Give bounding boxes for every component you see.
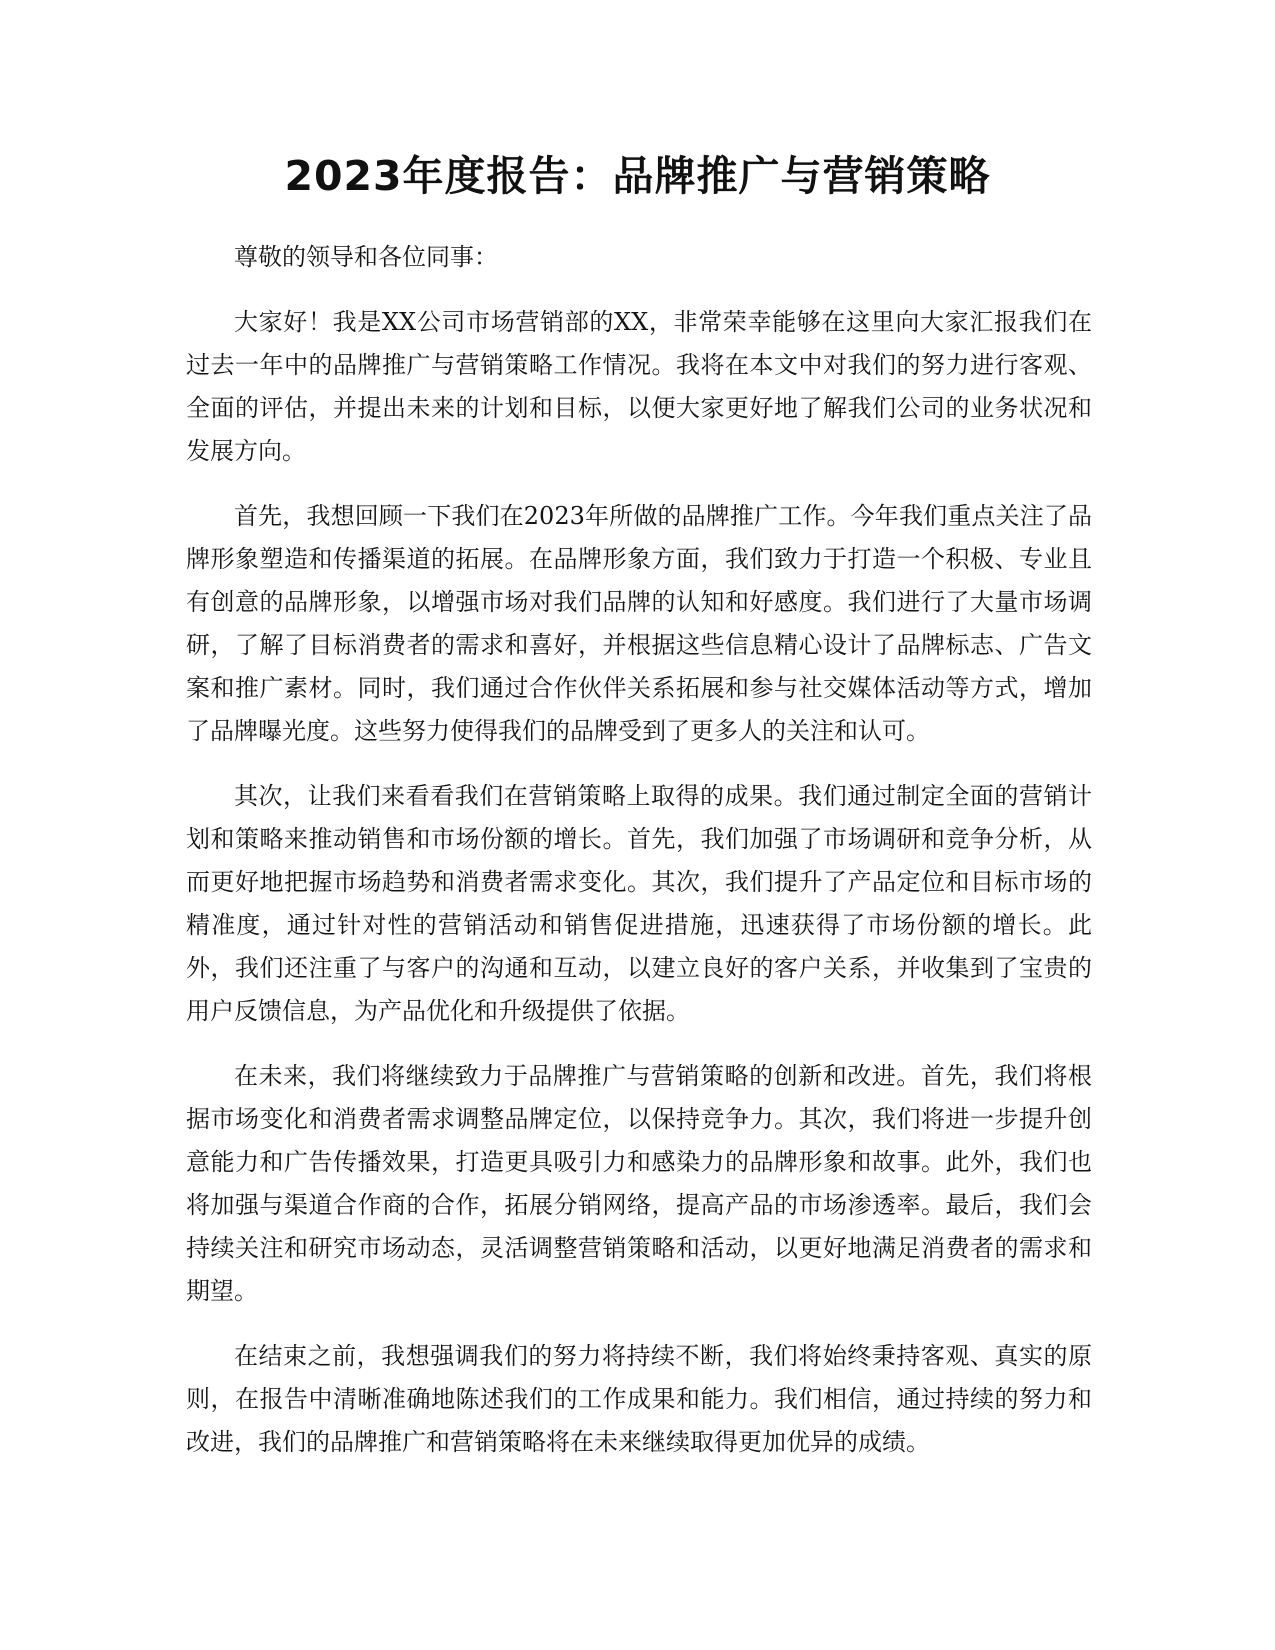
body-paragraph: 首先，我想回顾一下我们在2023年所做的品牌推广工作。今年我们重点关注了品牌形象塑造和传播渠道的拓展。在品牌形象方面，我们致力于打造一个积极、专业且有创意的品牌形象，以增强市场对我们品牌的认知和好感度。我们进行了大量市场调研，了解了目标消费者的需求和喜好，并根据这些信息精心设计了品牌标志、广告文案和推广素材。同时，我们通过合作伙伴关系拓展和参与社交媒体活动等方式，增加了品牌曝光度。这些努力使得我们的品牌受到了更多人的关注和认可。 — [186, 502, 1092, 745]
body-paragraph: 在结束之前，我想强调我们的努力将持续不断，我们将始终秉持客观、真实的原则，在报告中清晰准确地陈述我们的工作成果和能力。我们相信，通过持续的努力和改进，我们的品牌推广和营销策略将在未来继续取得更加优异的成绩。 — [186, 1342, 1092, 1456]
body-paragraph: 大家好！我是XX公司市场营销部的XX，非常荣幸能够在这里向大家汇报我们在过去一年中的品牌推广与营销策略工作情况。我将在本文中对我们的努力进行客观、全面的评估，并提出未来的计划和目标，以便大家更好地了解我们公司的业务状况和发展方向。 — [186, 308, 1092, 465]
body-paragraph: 其次，让我们来看看我们在营销策略上取得的成果。我们通过制定全面的营销计划和策略来推动销售和市场份额的增长。首先，我们加强了市场调研和竞争分析，从而更好地把握市场趋势和消费者需求变化。其次，我们提升了产品定位和目标市场的精准度，通过针对性的营销活动和销售促进措施，迅速获得了市场份额的增长。此外，我们还注重了与客户的沟通和互动，以建立良好的客户关系，并收集到了宝贵的用户反馈信息，为产品优化和升级提供了依据。 — [186, 782, 1092, 1025]
document-body — [186, 236, 1092, 1486]
body-paragraph: 在未来，我们将继续致力于品牌推广与营销策略的创新和改进。首先，我们将根据市场变化和消费者需求调整品牌定位，以保持竞争力。其次，我们将进一步提升创意能力和广告传播效果，打造更具吸引力和感染力的品牌形象和故事。此外，我们也将加强与渠道合作商的合作，拓展分销网络，提高产品的市场渗透率。最后，我们会持续关注和研究市场动态，灵活调整营销策略和活动，以更好地满足消费者的需求和期望。 — [186, 1062, 1092, 1305]
document-title: 2023年度报告：品牌推广与营销策略 — [284, 152, 991, 200]
salutation-paragraph: 尊敬的领导和各位同事： — [234, 243, 498, 271]
